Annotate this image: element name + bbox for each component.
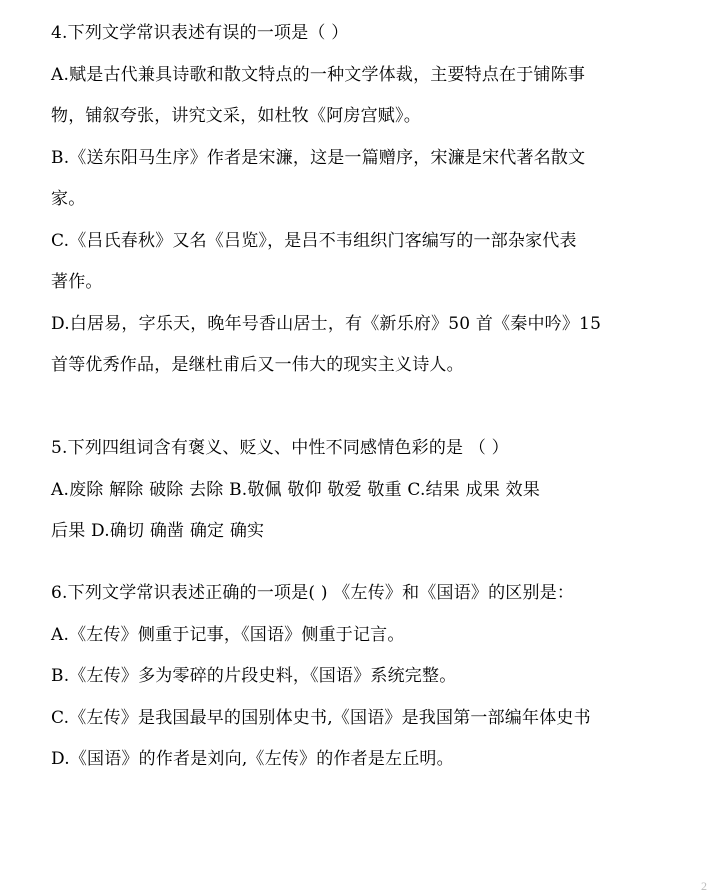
question-6-option-d: D.《国语》的作者是刘向,《左传》的作者是左丘明。 <box>51 749 454 769</box>
question-4-option-a-line2: 物，铺叙夸张，讲究文采，如杜牧《阿房宫赋》。 <box>51 106 421 126</box>
question-6-stem: 6.下列文学常识表述正确的一项是( ) 《左传》和《国语》的区别是： <box>51 583 575 603</box>
question-5-options-line1: A.废除 解除 破除 去除 B.敬佩 敬仰 敬爱 敬重 C.结果 成果 效果 <box>51 480 541 500</box>
question-5-options-line2: 后果 D.确切 确凿 确定 确实 <box>51 521 265 541</box>
question-4-stem: 4.下列文学常识表述有误的一项是（ ） <box>51 23 349 43</box>
question-4-option-b-line1: B.《送东阳马生序》作者是宋濂，这是一篇赠序，宋濂是宋代著名散文 <box>51 148 586 168</box>
question-4-option-a-line1: A.赋是古代兼具诗歌和散文特点的一种文学体裁，主要特点在于铺陈事 <box>51 65 586 85</box>
question-5-stem: 5.下列四组词含有褒义、贬义、中性不同感情色彩的是 （ ） <box>51 438 509 458</box>
question-4-option-d-line1: D.白居易，字乐天，晚年号香山居士，有《新乐府》50 首《秦中吟》15 <box>51 314 602 334</box>
question-6-option-c: C.《左传》是我国最早的国别体史书,《国语》是我国第一部编年体史书 <box>51 708 591 728</box>
question-6-option-b: B.《左传》多为零碎的片段史料，《国语》系统完整。 <box>51 666 457 686</box>
page-number: 2 <box>701 879 707 893</box>
question-4-option-c-line2: 著作。 <box>51 272 103 292</box>
question-6-option-a: A.《左传》侧重于记事，《国语》侧重于记言。 <box>51 625 405 645</box>
question-4-option-d-line2: 首等优秀作品，是继杜甫后又一伟大的现实主义诗人。 <box>51 355 464 375</box>
question-4-option-b-line2: 家。 <box>51 189 86 209</box>
question-4-option-c-line1: C.《吕氏春秋》又名《吕览》，是吕不韦组织门客编写的一部杂家代表 <box>51 231 577 251</box>
